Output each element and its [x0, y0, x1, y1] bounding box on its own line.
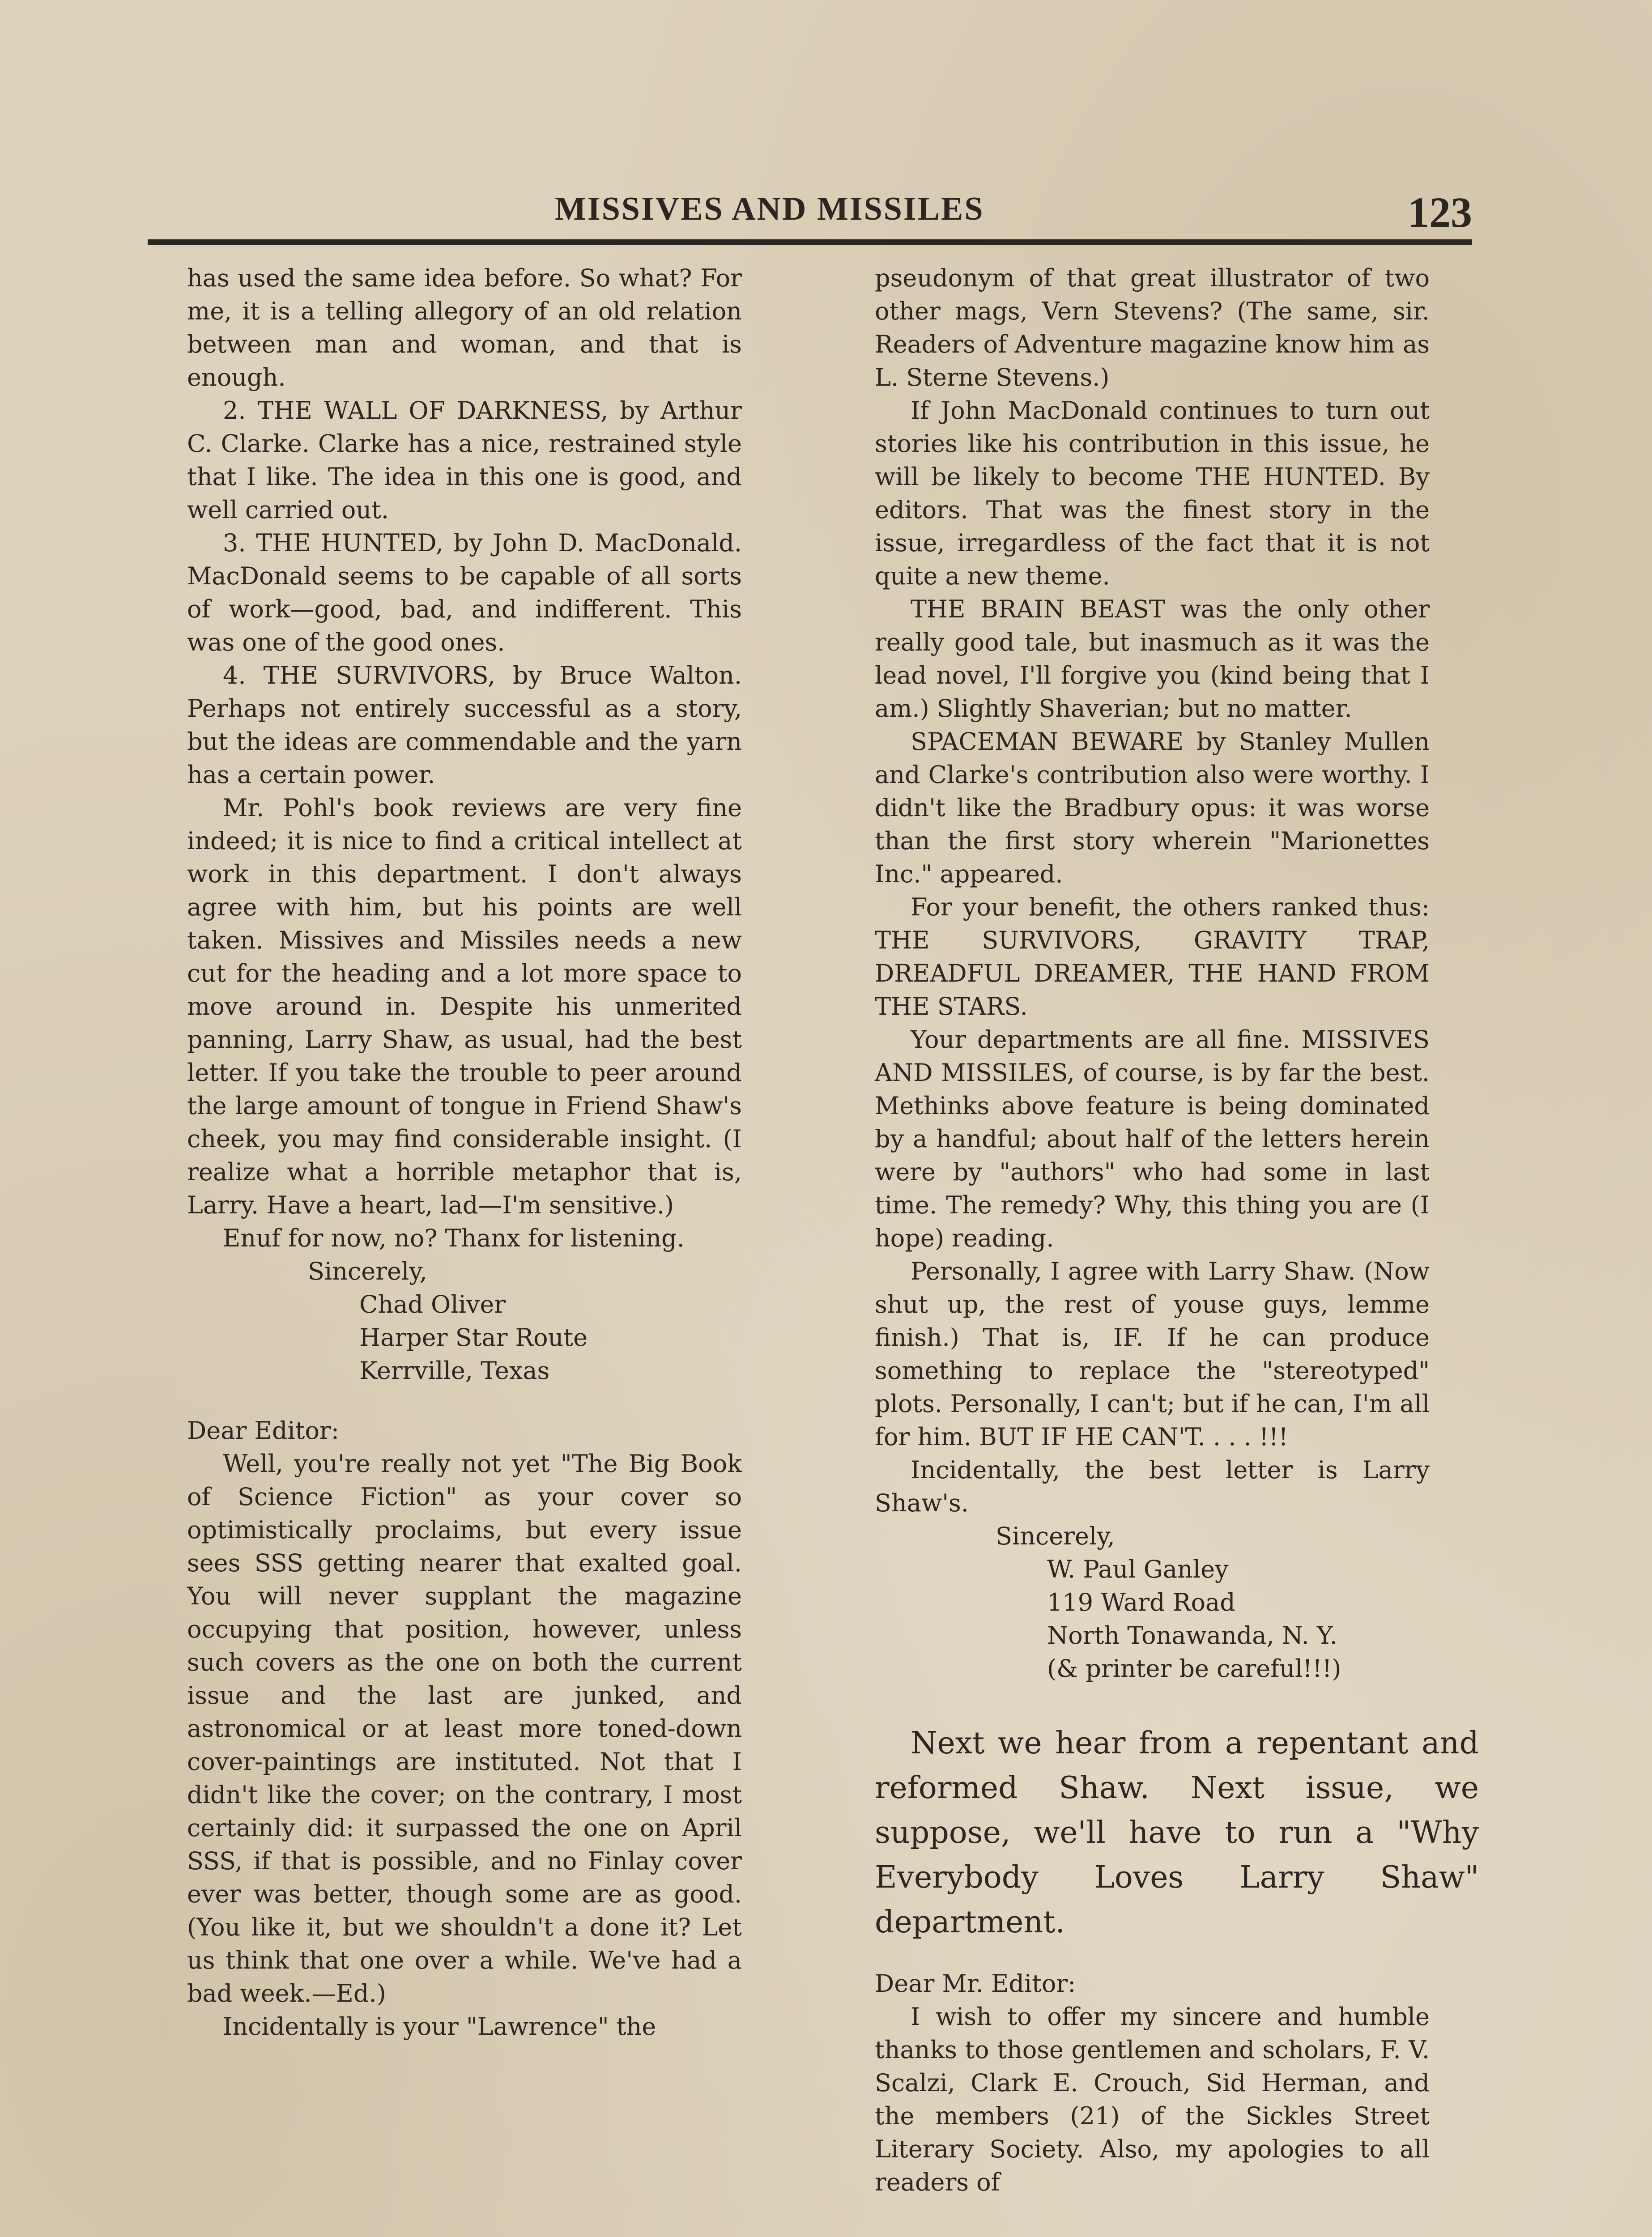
letter-paragraph: Incidentally, the best letter is Larry Shaw's.	[875, 1456, 1430, 1517]
signature-closing: Sincerely,	[308, 1257, 427, 1285]
signature-name: W. Paul Ganley	[1047, 1555, 1229, 1583]
letter-salutation: Dear Mr. Editor:	[875, 1969, 1076, 1998]
signature-address: Kerrville, Texas	[359, 1357, 550, 1385]
letter-paragraph: Well, you're really not yet "The Big Book of Science Fiction" as your cover so optimistically proclaims, but every issue sees SSS getting nearer that exalted goal. You will never supplant the magazine occupying that position, however, unless such covers as the one on both the current issue and the last are junked, and astronomical or at least more toned-down cover-paintings are instituted. Not that I didn't like the cover; on the contrary, I most certainly did: it surpassed the one on April SSS, if that is possible, and no Finlay cover ever was better, though some are as good. (You like it, but we shouldn't a done it? Let us think that one over a while. We've had a bad week.—Ed.)	[187, 1450, 742, 2007]
header-rule	[148, 239, 1472, 245]
left-column	[187, 262, 742, 2043]
page-header	[148, 190, 1472, 235]
letter-paragraph: Personally, I agree with Larry Shaw. (Now shut up, the rest of youse guys, lemme finish.) That is, IF. If he can produce something to replace the "stereotyped" plots. Personally, I can't; but if he can, I'm all for him. BUT IF HE CAN'T. . . . !!!	[875, 1257, 1430, 1451]
letter-paragraph: 4. THE SURVIVORS, by Bruce Walton. Perhaps not entirely successful as a story, but the ideas are commendable and the yarn has a certain power.	[187, 661, 742, 789]
letter-paragraph: Enuf for now, no? Thanx for listening.	[223, 1224, 685, 1252]
page-number: 123	[1408, 188, 1472, 236]
section-title: MISSIVES AND MISSILES	[555, 191, 984, 227]
signature-address: North Tonawanda, N. Y.	[1047, 1621, 1337, 1650]
letter-paragraph: has used the same idea before. So what? For me, it is a telling allegory of an old relation between man and woman, and that is enough.	[187, 264, 742, 391]
letter-paragraph: SPACEMAN BEWARE by Stanley Mullen and Clarke's contribution also were worthy. I didn't like the Bradbury opus: it was worse than the first story wherein "Marionettes Inc." appeared.	[875, 727, 1430, 888]
letter-paragraph: I wish to offer my sincere and humble thanks to those gentlemen and scholars, F. V. Scalzi, Clark E. Crouch, Sid Herman, and the members (21) of the Sickles Street Literary Society. Also, my apologies to all readers of	[875, 2003, 1430, 2196]
letter-paragraph: Mr. Pohl's book reviews are very fine indeed; it is nice to find a critical intellect at work in this department. I don't always agree with him, but his points are well taken. Missives and Missiles needs a new cut for the heading and a lot more space to move around in. Despite his unmerited panning, Larry Shaw, as usual, had the best letter. If you take the trouble to peer around the large amount of tongue in Friend Shaw's cheek, you may find considerable insight. (I realize what a horrible metaphor that is, Larry. Have a heart, lad—I'm sensitive.)	[187, 794, 742, 1219]
signature-name: Chad Oliver	[359, 1290, 506, 1318]
right-column	[875, 262, 1479, 2199]
signature-address: Harper Star Route	[359, 1323, 588, 1352]
letter-paragraph: 2. THE WALL OF DARKNESS, by Arthur C. Clarke. Clarke has a nice, restrained style that I like. The idea in this one is good, and well carried out.	[187, 396, 742, 524]
letter-paragraph: For your benefit, the others ranked thus: THE SURVIVORS, GRAVITY TRAP, DREADFUL DREAMER, THE HAND FROM THE STARS.	[875, 893, 1430, 1021]
signature-note: (& printer be careful!!!)	[1047, 1654, 1341, 1683]
letter-salutation: Dear Editor:	[187, 1416, 339, 1445]
signature-closing: Sincerely,	[996, 1522, 1115, 1550]
letter-paragraph: 3. THE HUNTED, by John D. MacDonald. MacDonald seems to be capable of all sorts of work—good, bad, and indifferent. This was one of the good ones.	[187, 529, 742, 656]
letter-paragraph: THE BRAIN BEAST was the only other really good tale, but inasmuch as it was the lead novel, I'll forgive you (kind being that I am.) Slightly Shaverian; but no matter.	[875, 595, 1430, 723]
letter-paragraph: If John MacDonald continues to turn out stories like his contribution in this issue, he will be likely to become THE HUNTED. By editors. That was the finest story in the issue, irregardless of the fact that it is not quite a new theme.	[875, 396, 1430, 590]
letter-paragraph: Incidentally is your "Lawrence" the	[223, 2012, 656, 2041]
letter-paragraph: pseudonym of that great illustrator of two other mags, Vern Stevens? (The same, sir. Readers of Adventure magazine know him as L. Sterne Stevens.)	[875, 264, 1430, 391]
letter-paragraph: Your departments are all fine. MISSIVES AND MISSILES, of course, is by far the best. Methinks above feature is being dominated by a handful; about half of the letters herein were by "authors" who had some in last time. The remedy? Why, this thing you are (I hope) reading.	[875, 1025, 1430, 1252]
signature-address: 119 Ward Road	[1047, 1588, 1235, 1616]
editor-note: Next we hear from a repentant and reformed Shaw. Next issue, we suppose, we'll have to run a "Why Everybody Loves Larry Shaw" department.	[875, 1726, 1479, 1940]
